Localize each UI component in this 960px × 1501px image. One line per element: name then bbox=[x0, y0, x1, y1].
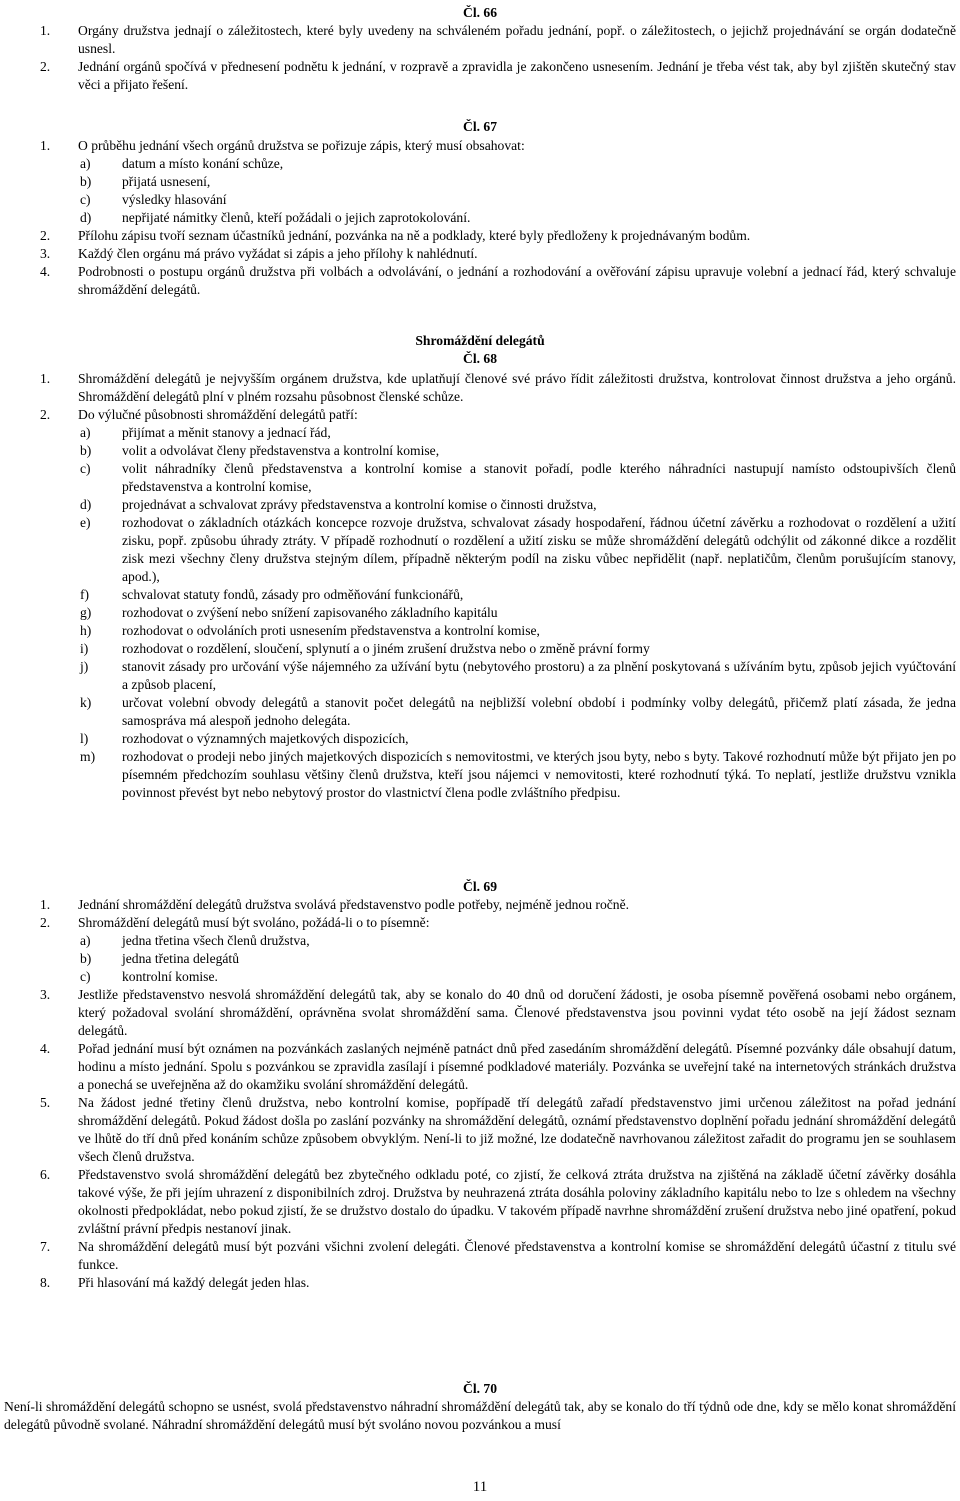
sub-item bbox=[4, 460, 956, 496]
item-number: 1. bbox=[40, 23, 51, 38]
article-67-body bbox=[4, 137, 956, 299]
item-number: 5. bbox=[40, 1095, 51, 1110]
item-number: 3. bbox=[40, 987, 51, 1002]
item-number: 6. bbox=[40, 1167, 51, 1182]
list-item bbox=[4, 406, 956, 424]
sub-letter: j) bbox=[80, 659, 89, 674]
list-item bbox=[4, 1274, 956, 1292]
sub-letter: b) bbox=[80, 174, 92, 189]
sub-letter: k) bbox=[80, 695, 92, 710]
item-text: O průběhu jednání všech orgánů družstva se pořizuje zápis, který musí obsahovat: bbox=[78, 138, 525, 153]
list-item bbox=[4, 263, 956, 299]
sub-letter: d) bbox=[80, 210, 92, 225]
sub-letter: a) bbox=[80, 156, 91, 171]
item-number: 4. bbox=[40, 264, 51, 279]
sub-item bbox=[4, 730, 956, 748]
item-text: Každý člen orgánu má právo vyžádat si zápis a jeho přílohy k nahlédnutí. bbox=[78, 246, 478, 261]
item-text: Podrobnosti o postupu orgánů družstva při volbách a odvolávání, o jednání a rozhodování a ověřování zápisu upravuje volební a jednací řád, který schvaluje shromáždění delegátů. bbox=[78, 264, 956, 297]
list-item bbox=[4, 22, 956, 58]
sub-text: stanovit zásady pro určování výše nájemného za užívání bytu (nebytového prostoru) a za plnění poskytovaná s užíváním bytu, způsob jejich vyúčtování a způsob placení, bbox=[122, 659, 956, 692]
sub-text: rozhodovat o základních otázkách koncepce rozvoje družstva, schvalovat zásady hospodaření, řádnou účetní závěrku a rozhodovat o rozdělení a užití zisku, popř. způsobu úhrady ztráty. V případě rozhodnutí o rozdělení a užití zisku se může shromáždění delegátů odchýlit od zákonné dikce a rozdělit zisk mezi všechny členy družstva stejným dílem, případně některým podíl na zisku vůbec nepřidělit (např. neplatičům, členům porušujícím stanovy, apod.), bbox=[122, 515, 956, 584]
sub-text: určovat volební obvody delegátů a stanovit počet delegátů na nejbližší volební období i podmínky volby delegátů, přičemž platí zásada, že jedna samospráva má alespoň jednoho delegáta. bbox=[122, 695, 956, 728]
sub-item bbox=[4, 514, 956, 586]
sub-letter: b) bbox=[80, 951, 92, 966]
item-number: 1. bbox=[40, 138, 51, 153]
item-text: Na žádost jedné třetiny členů družstva, nebo kontrolní komise, popřípadě tří delegátů zařadí představenstvo jimi určenou záležitost na pořad jednání shromáždění delegátů. Pokud žádost došla po zaslání pozvánky na shromáždění delegátů, oznámí představenstvo doplnění pořadu jednání shromáždění delegátů ve lhůtě do tří dnů před konáním schůze způsobem obvyklým. Není-li to již možné, lze dodatečně navrhovanou záležitost zařadit do programu jen se souhlasem všech členů družstva. bbox=[78, 1095, 956, 1164]
sub-text: volit náhradníky členů představenstva a kontrolní komise a stanovit pořadí, podle kterého náhradníci nastupují namísto odstoupivších členů představenstva a kontrolní komise, bbox=[122, 461, 956, 494]
list-item bbox=[4, 227, 956, 245]
sub-item bbox=[4, 209, 956, 227]
sub-text: datum a místo konání schůze, bbox=[122, 156, 284, 171]
item-number: 8. bbox=[40, 1275, 51, 1290]
sub-letter: c) bbox=[80, 192, 91, 207]
sub-item bbox=[4, 932, 956, 950]
item-number: 2. bbox=[40, 915, 51, 930]
list-item bbox=[4, 137, 956, 155]
item-number: 3. bbox=[40, 246, 51, 261]
item-text: Orgány družstva jednají o záležitostech, které byly uvedeny na schváleném pořadu jednání, popř. o záležitostech, o jejichž projednávání se orgán dodatečně usnesl. bbox=[78, 23, 956, 56]
sub-text: rozhodovat o zvýšení nebo snížení zapisovaného základního kapitálu bbox=[122, 605, 498, 620]
page-number: 11 bbox=[472, 1479, 488, 1495]
sub-item bbox=[4, 586, 956, 604]
item-text: Do výlučné působnosti shromáždění delegátů patří: bbox=[78, 407, 358, 422]
item-number: 2. bbox=[40, 228, 51, 243]
item-text: Na shromáždění delegátů musí být pozváni všichni zvolení delegáti. Členové představenstva a kontrolní komise se shromáždění delegátů účastní z titulu své funkce. bbox=[78, 1239, 956, 1272]
paragraph: Není-li shromáždění delegátů schopno se usnést, svolá představenstvo náhradní shromáždění delegátů tak, aby se konalo do tří týdnů ode dne, kdy se mělo konat shromáždění delegátů původně svolané. Náhradní shromáždění delegátů musí být svoláno novou pozvánkou a musí bbox=[4, 1399, 956, 1432]
sub-letter: f) bbox=[80, 587, 90, 602]
list-item bbox=[4, 986, 956, 1040]
item-text: Pořad jednání musí být oznámen na pozvánkách zaslaných nejméně patnáct dnů před zasedáním shromáždění delegátů. Písemné pozvánky dále obsahují datum, hodinu a místo jednání. Spolu s pozvánkou se zpravidla zasílají i písemné podkladové materiály. Pozvánka se uveřejní také na internetových stránkách družstva a ponechá se uveřejněna až do okamžiku svolání shromáždění delegátů. bbox=[78, 1041, 956, 1092]
sub-letter: a) bbox=[80, 425, 91, 440]
list-item bbox=[4, 1238, 956, 1274]
sub-letter: g) bbox=[80, 605, 92, 620]
item-text: Přílohu zápisu tvoří seznam účastníků jednání, pozvánka na ně a podklady, které byly předloženy k projednávaným bodům. bbox=[78, 228, 751, 243]
sub-text: rozhodovat o prodeji nebo jiných majetkových dispozicích s nemovitostmi, ve kterých jsou byty, nebo s byty. Takové rozhodnutí může být přijato jen po písemném předchozím souhlasu většiny členů družstva, kteří jsou nájemci v nemovitosti, které rozhodnutí týká. To neplatí, jestliže družstvu vznikla povinnost převést byt nebo nebytový prostor do vlastnictví člena podle zvláštního předpisu. bbox=[122, 749, 956, 800]
sub-item bbox=[4, 155, 956, 173]
sub-item bbox=[4, 748, 956, 802]
sub-item bbox=[4, 604, 956, 622]
article-66-body bbox=[4, 22, 956, 94]
sub-text: jedna třetina všech členů družstva, bbox=[122, 933, 310, 948]
list-item bbox=[4, 914, 956, 932]
sub-item bbox=[4, 496, 956, 514]
sub-item bbox=[4, 442, 956, 460]
sub-item bbox=[4, 658, 956, 694]
list-item bbox=[4, 1094, 956, 1166]
sub-letter: m) bbox=[80, 749, 96, 764]
sub-text: volit a odvolávat členy představenstva a kontrolní komise, bbox=[122, 443, 440, 458]
list-item bbox=[4, 1166, 956, 1238]
sub-item bbox=[4, 640, 956, 658]
item-text: Shromáždění delegátů musí být svoláno, požádá-li o to písemně: bbox=[78, 915, 430, 930]
sub-text: výsledky hlasování bbox=[122, 192, 227, 207]
article-69-body bbox=[4, 896, 956, 1292]
list-item bbox=[4, 1040, 956, 1094]
sub-letter: a) bbox=[80, 933, 91, 948]
section-title: Shromáždění delegátů bbox=[415, 333, 545, 348]
sub-text: jedna třetina delegátů bbox=[122, 951, 240, 966]
item-text: Při hlasování má každý delegát jeden hlas. bbox=[78, 1275, 310, 1290]
article-title-70: Čl. 70 bbox=[463, 1381, 497, 1396]
sub-item bbox=[4, 968, 956, 986]
article-70-body bbox=[4, 1398, 956, 1434]
sub-letter: l) bbox=[80, 731, 89, 746]
item-text: Shromáždění delegátů je nejvyšším orgánem družstva, kde uplatňují členové své právo řídit záležitosti družstva, kontrolovat činnost družstva a jeho orgánů. Shromáždění delegátů plní v plném rozsahu působnost členské schůze. bbox=[78, 371, 956, 404]
sub-item bbox=[4, 694, 956, 730]
sub-item bbox=[4, 950, 956, 968]
sub-letter: i) bbox=[80, 641, 89, 656]
item-number: 1. bbox=[40, 371, 51, 386]
sub-text: přijatá usnesení, bbox=[122, 174, 211, 189]
item-text: Představenstvo svolá shromáždění delegátů bez zbytečného odkladu poté, co zjistí, že celková ztráta družstva na zjištěná na základě účetní závěrky dosáhla takové výše, že při jejím uhrazení z disponibilních zdroj. Družstva by neuhrazená ztráta dosáhla poloviny základního kapitálu nebo to lze s ohledem na všechny okolnosti předpokládat, nebo pokud zjistí, že se družstvo dostalo do úpadku. V takovém případě navrhne shromáždění zrušení družstva nebo jiné opatření, pokud zvláštní právní předpis nestanoví jinak. bbox=[78, 1167, 956, 1236]
sub-text: projednávat a schvalovat zprávy představenstva a kontrolní komise o činnosti družstva, bbox=[122, 497, 597, 512]
article-title-68: Čl. 68 bbox=[463, 351, 497, 366]
sub-text: kontrolní komise. bbox=[122, 969, 218, 984]
sub-item bbox=[4, 173, 956, 191]
sub-item bbox=[4, 191, 956, 209]
sub-item bbox=[4, 622, 956, 640]
item-number: 2. bbox=[40, 59, 51, 74]
sub-letter: c) bbox=[80, 969, 91, 984]
item-text: Jestliže představenstvo nesvolá shromáždění delegátů tak, aby se konalo do 40 dnů od doručení žádosti, je osoba písemně pověřená osobami nebo orgánem, který požadoval svolání shromáždění, oprávněna svolat shromáždění sama. Členové představenstva jsou povinni vydat této osobě na její žádost seznam delegátů. bbox=[78, 987, 956, 1038]
item-number: 4. bbox=[40, 1041, 51, 1056]
sub-text: rozhodovat o významných majetkových dispozicích, bbox=[122, 731, 409, 746]
sub-letter: c) bbox=[80, 461, 91, 476]
sub-item bbox=[4, 424, 956, 442]
sub-text: schvalovat statuty fondů, zásady pro odměňování funkcionářů, bbox=[122, 587, 464, 602]
sub-letter: d) bbox=[80, 497, 92, 512]
sub-letter: b) bbox=[80, 443, 92, 458]
item-text: Jednání shromáždění delegátů družstva svolává představenstvo podle potřeby, nejméně jednou ročně. bbox=[78, 897, 629, 912]
article-68-body bbox=[4, 370, 956, 802]
sub-text: nepřijaté námitky členů, kteří požádali o jejich zaprotokolování. bbox=[122, 210, 471, 225]
list-item bbox=[4, 58, 956, 94]
list-item bbox=[4, 370, 956, 406]
sub-letter: e) bbox=[80, 515, 91, 530]
list-item bbox=[4, 896, 956, 914]
sub-text: přijímat a měnit stanovy a jednací řád, bbox=[122, 425, 331, 440]
item-number: 1. bbox=[40, 897, 51, 912]
sub-text: rozhodovat o odvoláních proti usnesením představenstva a kontrolní komise, bbox=[122, 623, 540, 638]
article-title-66: Čl. 66 bbox=[463, 5, 497, 20]
item-text: Jednání orgánů spočívá v přednesení podnětu k jednání, v rozpravě a zpravidla je zakončeno usnesením. Jednání je třeba vést tak, aby byl zjištěn skutečný stav věci a přijato řešení. bbox=[78, 59, 956, 92]
list-item bbox=[4, 245, 956, 263]
sub-text: rozhodovat o rozdělení, sloučení, splynutí a o jiném zrušení družstva nebo o změně právní formy bbox=[122, 641, 650, 656]
item-number: 7. bbox=[40, 1239, 51, 1254]
article-title-67: Čl. 67 bbox=[463, 119, 497, 134]
item-number: 2. bbox=[40, 407, 51, 422]
article-title-69: Čl. 69 bbox=[463, 879, 497, 894]
sub-letter: h) bbox=[80, 623, 92, 638]
